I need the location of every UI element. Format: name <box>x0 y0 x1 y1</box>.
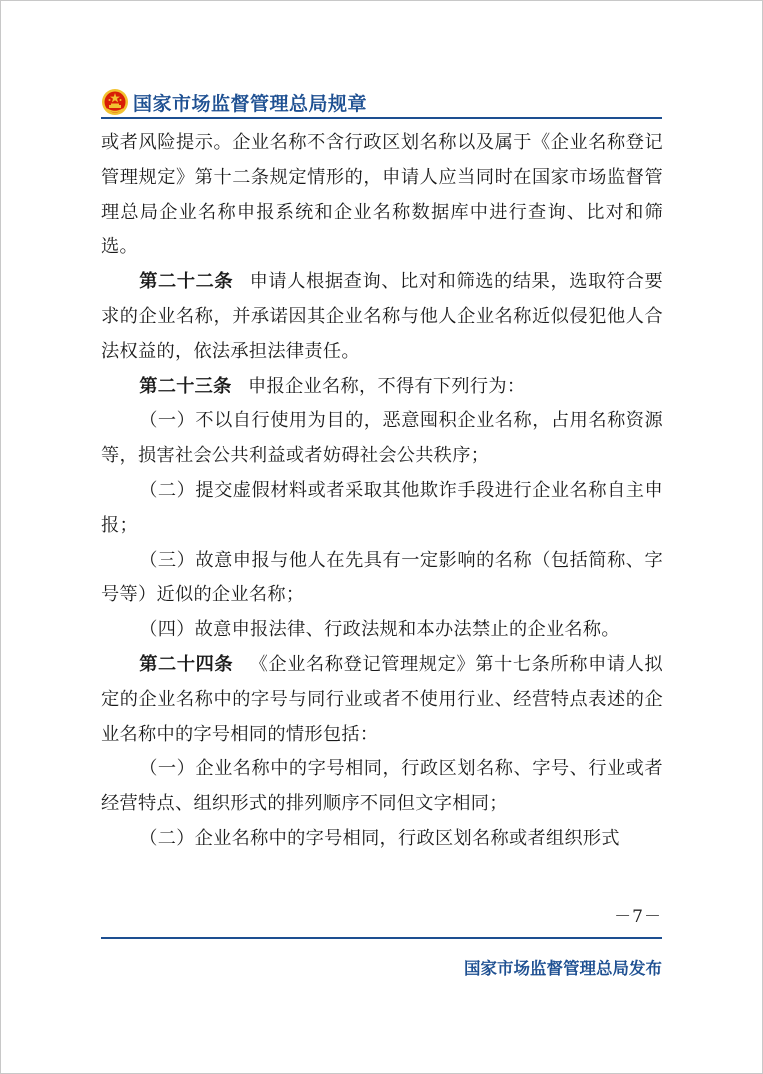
article-text: 申报企业名称，不得有下列行为： <box>248 375 526 397</box>
document-header <box>101 84 367 120</box>
header-title: 国家市场监督管理总局规章 <box>133 92 368 115</box>
article-text: 《企业名称登记管理规定》第十七条所称申请人拟定的企业名称中的字号与同行业或者不使用行业、经营特点表述的企业名称中的字号相同的情形包括： <box>101 653 663 745</box>
article-24 <box>101 648 663 752</box>
national-emblem-icon <box>101 88 129 116</box>
list-item: （一）不以自行使用为目的，恶意囤积企业名称，占用名称资源等，损害社会公共利益或者妨碍社会公共秩序； <box>101 410 663 467</box>
footer-publisher: 国家市场监督管理总局发布 <box>464 959 662 978</box>
footer-divider <box>101 937 662 939</box>
article-22 <box>101 265 663 369</box>
list-item: （四）故意申报法律、行政法规和本办法禁止的企业名称。 <box>139 619 620 641</box>
article-number: 第二十三条 <box>139 375 232 397</box>
document-body <box>101 126 663 857</box>
page-number: －7－ <box>614 907 662 927</box>
article-text: 申请人根据查询、比对和筛选的结果，选取符合要求的企业名称，并承诺因其企业名称与他人企业名称近似侵犯他人合法权益的，依法承担法律责任。 <box>101 271 663 362</box>
article-number: 第二十二条 <box>139 271 234 293</box>
article-number: 第二十四条 <box>139 653 234 675</box>
list-item: （二）企业名称中的字号相同，行政区划名称或者组织形式 <box>139 827 620 849</box>
list-item: （二）提交虚假材料或者采取其他欺诈手段进行企业名称自主申报； <box>101 479 663 536</box>
article-23 <box>101 370 663 405</box>
header-divider <box>101 117 662 119</box>
paragraph-continuation: 或者风险提示。企业名称不含行政区划名称以及属于《企业名称登记管理规定》第十二条规定情形的，申请人应当同时在国家市场监督管理总局企业名称申报系统和企业名称数据库中进行查询、比对和筛选。 <box>101 132 663 258</box>
list-item: （一）企业名称中的字号相同，行政区划名称、字号、行业或者经营特点、组织形式的排列顺序不同但文字相同； <box>101 758 663 815</box>
list-item: （三）故意申报与他人在先具有一定影响的名称（包括简称、字号等）近似的企业名称； <box>101 549 663 606</box>
